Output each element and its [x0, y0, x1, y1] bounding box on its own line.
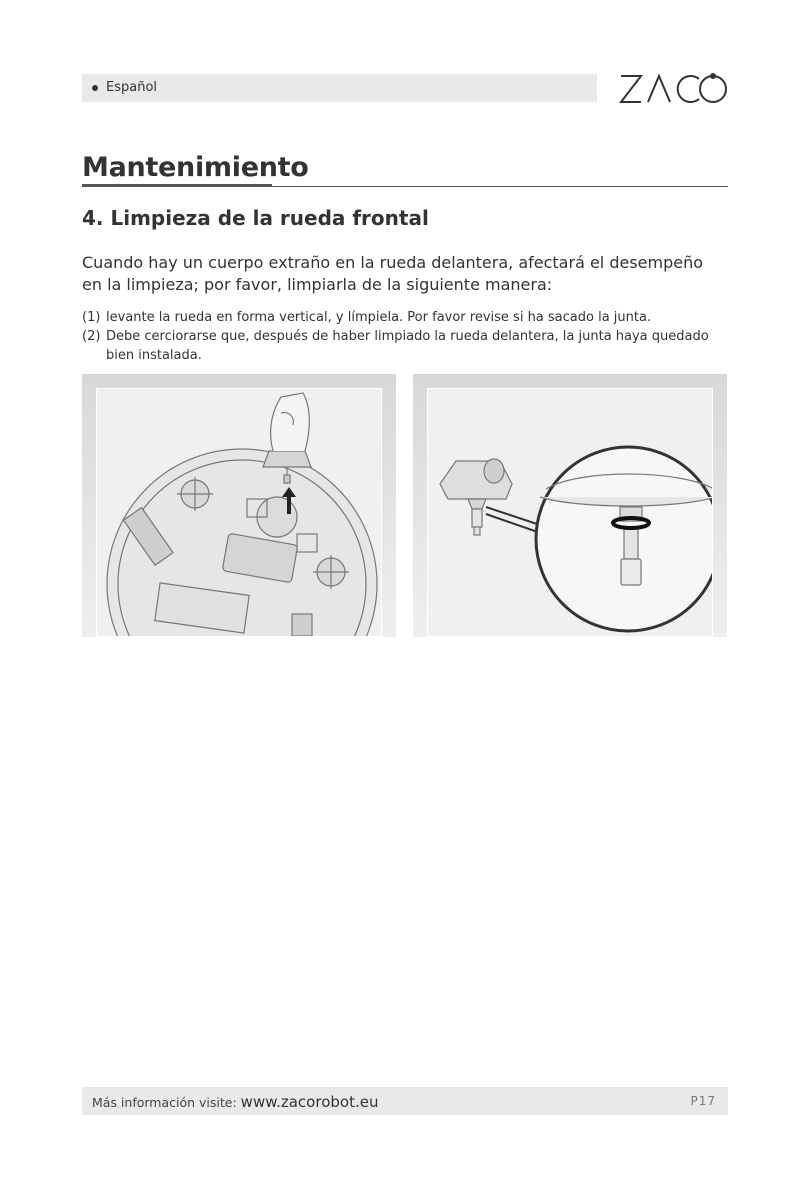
- steps-list: [82, 308, 722, 365]
- robot-underside-illustration: [82, 374, 396, 637]
- page-footer: [82, 1087, 728, 1115]
- step-item: [82, 327, 722, 365]
- robot-wheel-removal-drawing: [97, 389, 381, 637]
- subsection-title: 4. Limpieza de la rueda frontal: [82, 206, 429, 230]
- page-number: P17: [690, 1094, 716, 1108]
- section-title: Mantenimiento: [82, 152, 309, 183]
- language-label: Español: [106, 80, 158, 95]
- bullet-icon: [92, 85, 98, 91]
- step-item: [82, 308, 722, 327]
- language-bar: [82, 74, 597, 102]
- step-number: (1): [82, 310, 101, 325]
- section-title-underline: [82, 184, 272, 186]
- website-link[interactable]: www.zacorobot.eu: [240, 1093, 379, 1111]
- zaco-logo: [617, 68, 729, 108]
- intro-paragraph: Cuando hay un cuerpo extraño en la rueda delantera, afectará el desempeño en la limpieza; por favor, limpiarla de la siguiente manera:: [82, 253, 704, 294]
- wheel-gasket-illustration: [413, 374, 727, 637]
- section-divider: [82, 186, 728, 187]
- footer-info-label: Más información visite:: [92, 1095, 237, 1110]
- wheel-gasket-drawing: [428, 389, 712, 637]
- footer-info: [92, 1093, 378, 1111]
- step-text: Debe cerciorarse que, después de haber limpiado la rueda delantera, la junta haya quedado bien instalada.: [106, 329, 709, 363]
- step-number: (2): [82, 329, 101, 344]
- step-text: levante la rueda en forma vertical, y límpiela. Por favor revise si ha sacado la junta.: [106, 310, 652, 325]
